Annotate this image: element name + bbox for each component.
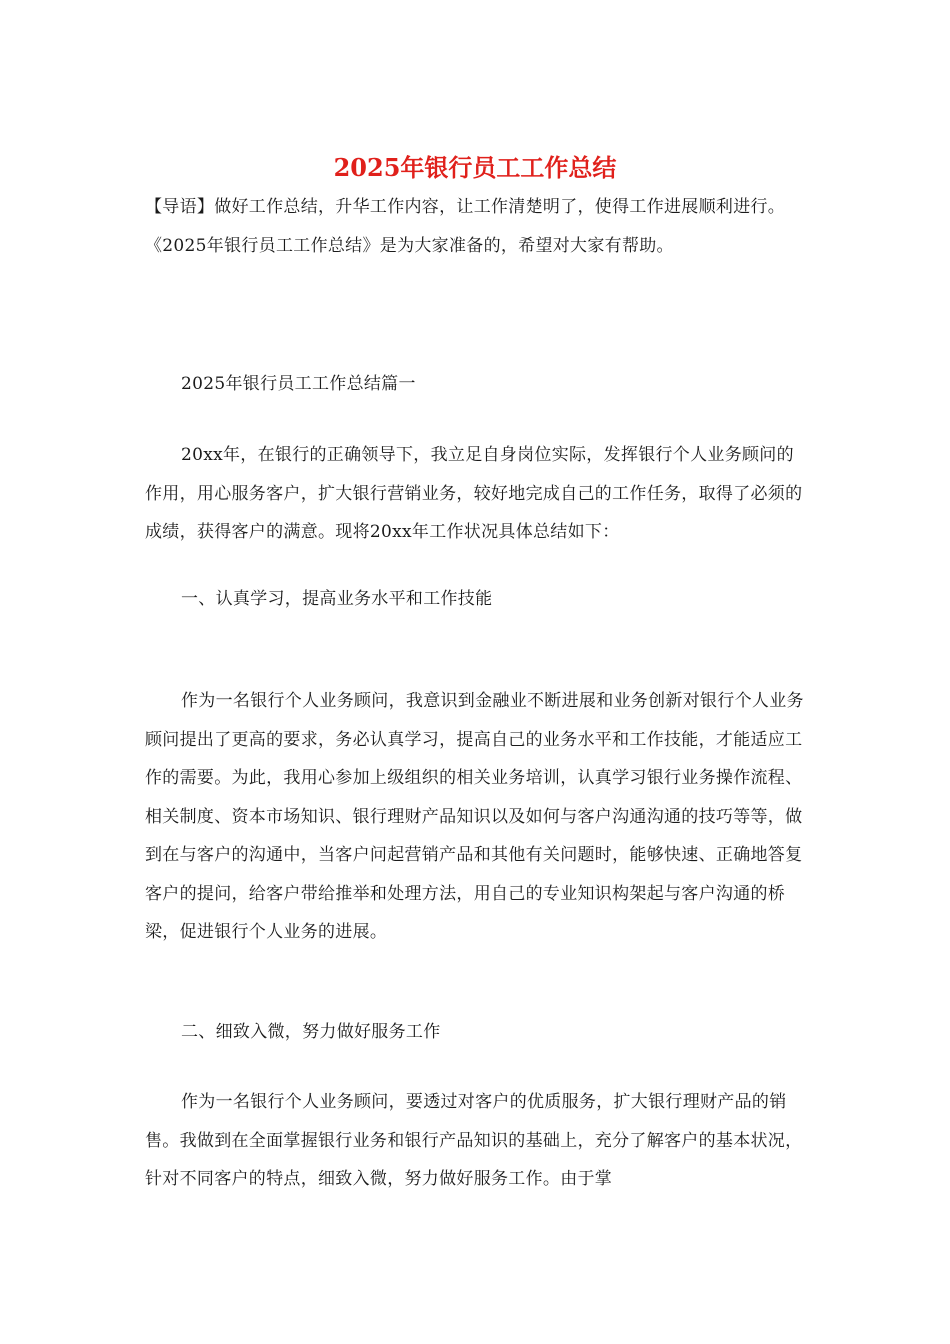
document-title: 2025年银行员工工作总结: [333, 153, 617, 182]
intro-paragraph: 【导语】做好工作总结，升华工作内容，让工作清楚明了，使得工作进展顺利进行。《2025年银行员工工作总结》是为大家准备的，希望对大家有帮助。: [145, 197, 786, 256]
paragraph-3: 作为一名银行个人业务顾问，要透过对客户的优质服务，扩大银行理财产品的销售。我做到在全面掌握银行业务和银行产品知识的基础上，充分了解客户的基本状况，针对不同客户的特点，细致入微，努力做好服务工作。由于掌: [145, 1092, 803, 1189]
section-title: 2025年银行员工工作总结篇一: [181, 374, 416, 394]
paragraph-1: 20xx年，在银行的正确领导下，我立足自身岗位实际，发挥银行个人业务顾问的作用，用心服务客户，扩大银行营销业务，较好地完成自己的工作任务，取得了必须的成绩，获得客户的满意。现将20xx年工作状况具体总结如下：: [145, 445, 803, 542]
heading-1: 一、认真学习，提高业务水平和工作技能: [181, 589, 493, 609]
heading-2: 二、细致入微，努力做好服务工作: [181, 1022, 441, 1042]
paragraph-2: 作为一名银行个人业务顾问，我意识到金融业不断进展和业务创新对银行个人业务顾问提出了更高的要求，务必认真学习，提高自己的业务水平和工作技能，才能适应工作的需要。为此，我用心参加上级组织的相关业务培训，认真学习银行业务操作流程、相关制度、资本市场知识、银行理财产品知识以及如何与客户沟通沟通的技巧等等，做到在与客户的沟通中，当客户问起营销产品和其他有关问题时，能够快速、正确地答复客户的提问，给客户带给推举和处理方法，用自己的专业知识构架起与客户沟通的桥梁，促进银行个人业务的进展。: [145, 691, 804, 942]
